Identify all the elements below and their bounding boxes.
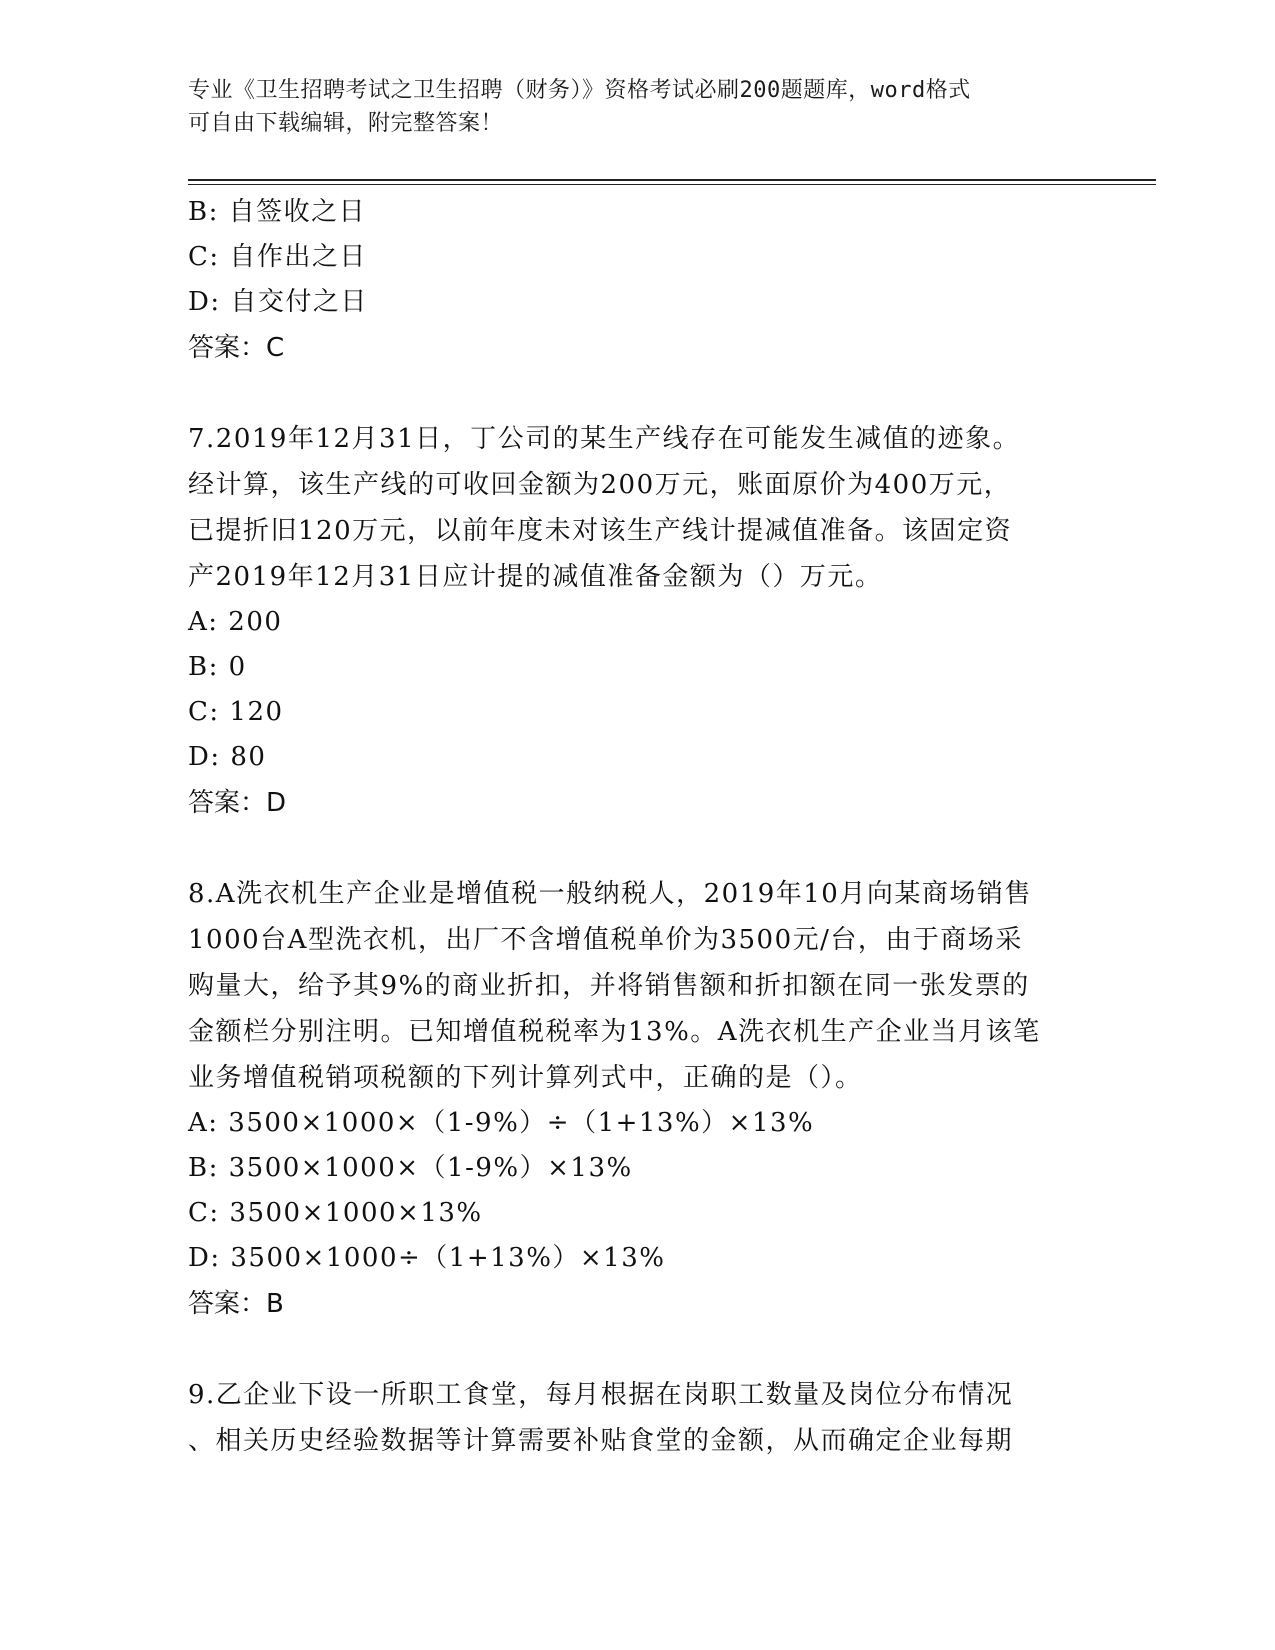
option-a: A: 200: [188, 607, 283, 637]
option-b: B: 0: [188, 652, 247, 682]
spacer: [188, 826, 1088, 871]
question-text-line: 金额栏分别注明。已知增值税税率为13%。A洗衣机生产企业当月该笔: [188, 1017, 1041, 1047]
spacer: [188, 1327, 1088, 1372]
question-6-tail: [188, 190, 1088, 371]
header-rule: [188, 179, 1156, 181]
question-text-line: 已提折旧120万元，以前年度未对该生产线计提减值准备。该固定资: [188, 516, 1013, 546]
question-text-line: 购量大，给予其9%的商业折扣，并将销售额和折扣额在同一张发票的: [188, 971, 1030, 1001]
question-text-line: 经计算，该生产线的可收回金额为200万元，账面原价为400万元，: [188, 470, 1012, 500]
option-c: C: 120: [188, 697, 284, 727]
option-d: D: 自交付之日: [188, 287, 368, 317]
document-header: [188, 74, 1088, 140]
header-line-1: 专业《卫生招聘考试之卫生招聘（财务）》资格考试必刷200题题库，word格式: [188, 78, 971, 103]
answer: 答案：C: [188, 333, 285, 363]
question-7: [188, 416, 1088, 826]
option-c: C: 3500×1000×13%: [188, 1198, 483, 1228]
question-text-line: 7.2019年12月31日，丁公司的某生产线存在可能发生减值的迹象。: [188, 424, 1021, 454]
answer: 答案：B: [188, 1289, 284, 1319]
option-d: D: 3500×1000÷（1+13%）×13%: [188, 1243, 666, 1273]
question-text-line: 8.A洗衣机生产企业是增值税一般纳税人，2019年10月向某商场销售: [188, 879, 1032, 909]
question-text-line: 业务增值税销项税额的下列计算列式中，正确的是（）。: [188, 1063, 863, 1093]
document-body: [188, 190, 1088, 1464]
question-text-line: 9.乙企业下设一所职工食堂，每月根据在岗职工数量及岗位分布情况: [188, 1380, 1014, 1410]
question-8: [188, 871, 1088, 1327]
option-c: C: 自作出之日: [188, 242, 367, 272]
question-text-line: 产2019年12月31日应计提的减值准备金额为（）万元。: [188, 562, 883, 592]
header-line-2: 可自由下载编辑，附完整答案！: [188, 111, 504, 136]
option-d: D: 80: [188, 742, 267, 772]
option-b: B: 3500×1000×（1-9%）×13%: [188, 1153, 633, 1183]
option-a: A: 3500×1000×（1-9%）÷（1+13%）×13%: [188, 1108, 815, 1138]
question-text-line: 1000台A型洗衣机，出厂不含增值税单价为3500元/台，由于商场采: [188, 925, 1023, 955]
option-b: B: 自签收之日: [188, 197, 367, 227]
question-text-line: 、相关历史经验数据等计算需要补贴食堂的金额，从而确定企业每期: [188, 1426, 1014, 1456]
header-rule-secondary: [188, 184, 1156, 185]
answer: 答案：D: [188, 788, 287, 818]
question-9: [188, 1372, 1088, 1464]
spacer: [188, 371, 1088, 416]
